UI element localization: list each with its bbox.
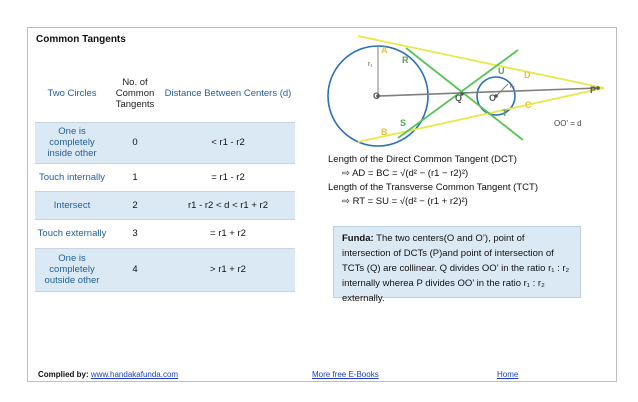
table-row — [35, 163, 295, 191]
label-q: Q — [455, 93, 463, 103]
case-cell: Intersect — [35, 191, 109, 219]
funda-box — [333, 226, 581, 304]
funda-text: The two centers(O and O’), point of intersection of DCTs (P)and point of intersection of TCTs (Q) are collinear. Q divides OO’ in the ratio r₁ : r₂ internally wherea P divides OO’ in the ratio r₁ : r₂ externally. — [342, 233, 570, 304]
page-title: Common Tangents — [36, 34, 126, 45]
label-t: T — [502, 108, 508, 118]
arrow-icon: ⇨ — [342, 196, 350, 207]
label-d: D — [524, 70, 531, 80]
point-p — [596, 86, 600, 90]
footer-ebooks-link[interactable]: More free E-Books — [312, 370, 379, 379]
distance-cell: = r1 + r2 — [161, 219, 295, 248]
label-p: P — [590, 85, 597, 95]
tangents-table — [35, 65, 295, 292]
table-row — [35, 248, 295, 291]
footer-compiled — [38, 370, 178, 379]
center-line — [378, 88, 598, 96]
tct-formula-row — [328, 195, 613, 209]
footer-home-link[interactable]: Home — [497, 370, 519, 379]
distance-cell: = r1 - r2 — [161, 163, 295, 191]
count-cell: 0 — [109, 122, 161, 163]
dct-formula: AD = BC = √(d² − (r1 − r2)²) — [352, 168, 469, 179]
label-distance: OO' = d — [554, 119, 582, 128]
table-row — [35, 122, 295, 163]
dct-formula-row — [328, 167, 613, 181]
header-two-circles: Two Circles — [35, 65, 109, 122]
header-distance: Distance Between Centers (d) — [161, 65, 295, 122]
case-cell: One is completely inside other — [35, 122, 109, 163]
label-o: O — [373, 91, 381, 101]
tct-formula: RT = SU = √(d² − (r1 + r2)²) — [352, 196, 468, 207]
funda-label: Funda: — [342, 233, 374, 244]
tct-title: Length of the Transverse Common Tangent (TCT) — [328, 182, 538, 193]
label-s: S — [400, 118, 407, 128]
count-cell: 3 — [109, 219, 161, 248]
tangents-diagram — [318, 28, 608, 152]
distance-cell: < r1 - r2 — [161, 122, 295, 163]
label-u: U — [498, 66, 505, 76]
formulas-block — [328, 153, 613, 209]
case-cell: Touch externally — [35, 219, 109, 248]
count-cell: 1 — [109, 163, 161, 191]
dct-upper-line — [358, 36, 604, 88]
header-count: No. of Common Tangents — [109, 65, 161, 122]
arrow-icon: ⇨ — [342, 168, 350, 179]
label-a: A — [381, 45, 388, 55]
label-r1: r₁ — [368, 61, 373, 68]
count-cell: 2 — [109, 191, 161, 219]
label-c: C — [525, 100, 532, 110]
label-o-prime: O' — [489, 93, 499, 103]
label-r2: r₂ — [510, 83, 516, 90]
case-cell: One is completely outside other — [35, 248, 109, 291]
footer-compiled-label: Complied by: — [38, 370, 89, 379]
count-cell: 4 — [109, 248, 161, 291]
table-row — [35, 191, 295, 219]
table-row — [35, 219, 295, 248]
label-r: R — [402, 55, 409, 65]
dct-title: Length of the Direct Common Tangent (DCT) — [328, 154, 517, 165]
footer-site-link[interactable]: www.handakafunda.com — [90, 370, 179, 379]
label-b: B — [381, 127, 388, 137]
distance-cell: r1 - r2 < d < r1 + r2 — [161, 191, 295, 219]
case-cell: Touch internally — [35, 163, 109, 191]
distance-cell: > r1 + r2 — [161, 248, 295, 291]
